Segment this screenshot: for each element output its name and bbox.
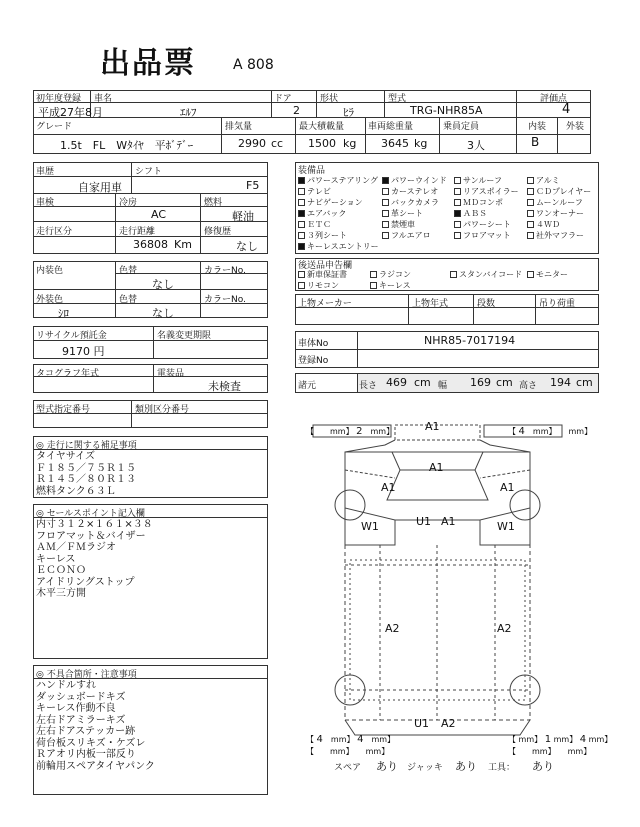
equipment-label: ナビゲーション [307, 198, 363, 207]
label-width: 幅 [438, 381, 448, 391]
label-body-maker: 上物メーカー [298, 299, 352, 309]
interior-repaint: なし [152, 278, 174, 291]
doors: 2 [293, 104, 300, 117]
label-tachograph: タコグラフ年式 [36, 369, 100, 379]
shift: F5 [246, 179, 260, 192]
label-fuel: 燃料 [204, 198, 223, 208]
label-recycle-deposit: リサイクル預託金 [36, 331, 107, 341]
equipment-label: フロアマット [463, 231, 511, 240]
label-body-year: 上物年式 [412, 299, 449, 309]
damage-mark: A1 [429, 461, 444, 474]
label-mileage: 走行距離 [119, 227, 156, 237]
damage-mark: A2 [441, 717, 456, 730]
notes-line: Ｆ１８５／７５Ｒ１５ [36, 462, 136, 474]
label-first-registration: 初年度登録 [36, 94, 82, 104]
label-displacement: 排気量 [225, 122, 253, 132]
notes-line: キーレス作動不良 [36, 703, 116, 714]
label-model: 型式 [388, 94, 407, 104]
height-unit: cm [576, 376, 593, 389]
tread-front-right: 【 4 mm】 mm】 [508, 426, 593, 437]
equipment-label: カーステレオ [391, 187, 439, 196]
notes-line: Ｒ１４５／８０Ｒ１３ [36, 474, 136, 485]
label-spare: スペア [334, 763, 362, 773]
label-hoist-load: 吊り荷重 [539, 299, 576, 309]
tread-rear-right-2: 【 mm】 mm】 [508, 747, 592, 756]
grade: 1.5t FL Wﾀｲﾔ 平ﾎﾞﾃﾞｰ [60, 139, 194, 152]
equipment-label: ワンオーナー [536, 209, 584, 218]
height: 194 [550, 376, 571, 389]
label-interior-color: 内装色 [36, 266, 64, 276]
equipment-label: ３列シート [307, 231, 347, 240]
equipment-label: 革シート [391, 209, 423, 218]
label-inspection: 車検 [36, 198, 55, 208]
equipment-label: パワーシート [463, 220, 511, 229]
label-grade: グレード [36, 122, 73, 132]
fuel: 軽油 [232, 210, 254, 223]
chassis-number: NHR85-7017194 [424, 334, 516, 347]
label-class-number: 類別区分番号 [135, 405, 190, 415]
label-shift: シフト [135, 167, 163, 177]
length: 469 [386, 376, 407, 389]
tread-rear-left-1: 【 4 mm】 4 mm】 [306, 734, 396, 745]
label-electrical: 電装品 [157, 369, 185, 379]
first-registration: 平成27年8月 [38, 106, 103, 119]
document-label: リモコン [307, 281, 339, 290]
damage-mark: A1 [500, 481, 515, 494]
equipment-label: パワーウインド [391, 176, 447, 185]
label-jack: ジャッキ [407, 763, 443, 773]
label-dimensions: 諸元 [298, 381, 317, 391]
tread-rear-left-2: 【 mm】 mm】 [306, 747, 390, 756]
score: 4 [562, 102, 571, 117]
label-type-designation: 型式指定番号 [36, 405, 91, 415]
label-length: 長さ [359, 381, 378, 391]
equipment-label: ＡＢＳ [463, 209, 487, 218]
label-name-change-deadline: 名義変更期限 [157, 331, 212, 341]
interior-grade: B [531, 135, 540, 149]
notes-line: ハンドルすれ [36, 680, 96, 691]
label-chassis-number: 車体No [298, 339, 329, 349]
label-score: 評価点 [540, 94, 568, 104]
notes-line: 内寸３１２×１６１×３８ [36, 519, 153, 530]
damage-mark: A1 [441, 515, 456, 528]
equipment-label: アルミ [536, 176, 560, 185]
label-interior-repaint: 色替 [119, 266, 138, 276]
max-load-unit: kg [343, 137, 357, 150]
document-label: 新車保証書 [307, 270, 347, 279]
jack: あり [455, 760, 477, 773]
max-load: 1500 [308, 137, 336, 150]
notes-line: ダッシュボードキズ [36, 691, 126, 703]
equipment-label: リアスポイラー [463, 187, 519, 196]
equipment-label: ＭＤコンポ [463, 198, 503, 207]
mileage: 36808 [133, 238, 168, 251]
notes-line: ＥＣＯＮＯ [36, 565, 86, 576]
label-exterior: 外装 [566, 122, 585, 132]
document-label: ラジコン [379, 270, 411, 279]
displacement-unit: cc [271, 137, 284, 150]
notes-defects-title: ◎ 不具合箇所・注意事項 [36, 670, 137, 680]
label-equipment: 装備品 [298, 166, 326, 176]
label-gross-weight: 車両総重量 [368, 122, 414, 132]
notes-sales-title: ◎ セールスポイント記入欄 [36, 509, 145, 519]
notes-line: アイドリングストップ [36, 576, 135, 588]
damage-mark: W1 [497, 520, 515, 533]
damage-mark: W1 [361, 520, 379, 533]
length-unit: cm [414, 376, 431, 389]
electrical-status: 未検査 [208, 380, 241, 393]
label-exterior-color-no: カラーNo. [204, 295, 246, 305]
notes-line: タイヤサイズ [36, 451, 95, 462]
mileage-unit: Km [174, 238, 192, 251]
equipment-label: サンルーフ [463, 176, 502, 185]
model-code: TRG-NHR85A [410, 104, 483, 117]
equipment-label: ４ＷＤ [536, 220, 560, 229]
label-shape: 形状 [320, 94, 339, 104]
lot-number: A 808 [233, 57, 274, 73]
notes-line: 前輪用スペアタイヤパンク [36, 760, 155, 772]
equipment-label: フルエアロ [391, 231, 431, 240]
equipment-label: 社外マフラー [536, 231, 584, 240]
equipment-label: ＣＤプレイヤー [536, 187, 592, 196]
spare: あり [376, 760, 398, 773]
ac: AC [151, 208, 167, 221]
document-label: スタンバイコード [459, 270, 523, 279]
damage-mark: U1 [414, 717, 430, 730]
label-repair-history: 修復歴 [204, 227, 232, 237]
sheet-title: 出品票 [100, 46, 196, 81]
equipment-label: ＥＴＣ [307, 220, 331, 229]
label-steps: 段数 [477, 299, 496, 309]
notes-line: 左右ドアミラーキズ [36, 714, 126, 726]
label-capacity: 乗員定員 [443, 122, 480, 132]
notes-line: 荷台板スリキズ・ケズレ [36, 737, 146, 749]
label-exterior-repaint: 色替 [119, 295, 138, 305]
exterior-repaint: なし [152, 307, 174, 320]
gross-weight-unit: kg [414, 137, 428, 150]
notes-line: フロアマット＆バイザー [36, 530, 146, 542]
notes-line: 木平三方開 [36, 588, 86, 599]
label-max-load: 最大積載量 [299, 122, 345, 132]
label-height: 高さ [519, 381, 538, 391]
exterior-color: ｼﾛ [58, 307, 69, 320]
tread-front-left: 【 mm】 2 mm】 [306, 426, 395, 437]
notes-line: ＡＭ／ＦＭラジオ [36, 542, 116, 553]
label-mileage-class: 走行区分 [36, 227, 73, 237]
car-name: ｴﾙﾌ [180, 106, 197, 119]
damage-mark: A2 [497, 622, 512, 635]
label-doors: ドア [274, 94, 292, 104]
damage-mark: A1 [425, 420, 440, 433]
notes-driving-title: ◎ 走行に関する補足事項 [36, 441, 137, 451]
equipment-label: ムーンルーフ [536, 198, 583, 207]
equipment-label: バックカメラ [391, 198, 439, 207]
equipment-label: 禁煙車 [391, 220, 415, 229]
label-documents: 後送品申告欄 [298, 261, 353, 271]
equipment-label: エアバック [307, 209, 347, 218]
displacement: 2990 [238, 137, 266, 150]
use-type: 自家用車 [78, 181, 122, 194]
label-tools: 工具： [488, 763, 516, 773]
label-car-name: 車名 [94, 94, 113, 104]
damage-mark: A1 [381, 481, 396, 494]
notes-line: キーレス [36, 553, 76, 565]
notes-line: Ｒアオリ内板一部反り [36, 749, 136, 760]
label-registration-number: 登録No [298, 356, 329, 366]
equipment-label: キーレスエントリー [307, 242, 379, 251]
recycle-deposit: 9170 円 [62, 345, 105, 358]
damage-mark: A2 [385, 622, 400, 635]
repair-history: なし [236, 240, 258, 253]
label-interior: 内装 [528, 122, 547, 132]
width-unit: cm [496, 376, 513, 389]
label-exterior-color: 外装色 [36, 295, 64, 305]
notes-line: 燃料タンク６３Ｌ [36, 485, 116, 497]
equipment-label: パワーステアリング [307, 176, 378, 185]
equipment-label: テレビ [307, 187, 331, 196]
label-use: 車歴 [36, 167, 55, 177]
body-shape: ﾋﾗ [343, 106, 354, 119]
tools: あり [532, 760, 554, 773]
label-interior-color-no: カラーNo. [204, 266, 246, 276]
damage-mark: U1 [416, 515, 432, 528]
document-label: モニター [536, 270, 568, 279]
capacity: 3人 [467, 139, 485, 152]
label-ac: 冷房 [119, 198, 138, 208]
gross-weight: 3645 [381, 137, 409, 150]
width: 169 [470, 376, 491, 389]
notes-line: 左右ドアステッカー跡 [36, 726, 136, 737]
tread-rear-right-1: 【 mm】 1 mm】 4 mm】 [508, 734, 613, 745]
document-label: キーレス [379, 281, 411, 290]
